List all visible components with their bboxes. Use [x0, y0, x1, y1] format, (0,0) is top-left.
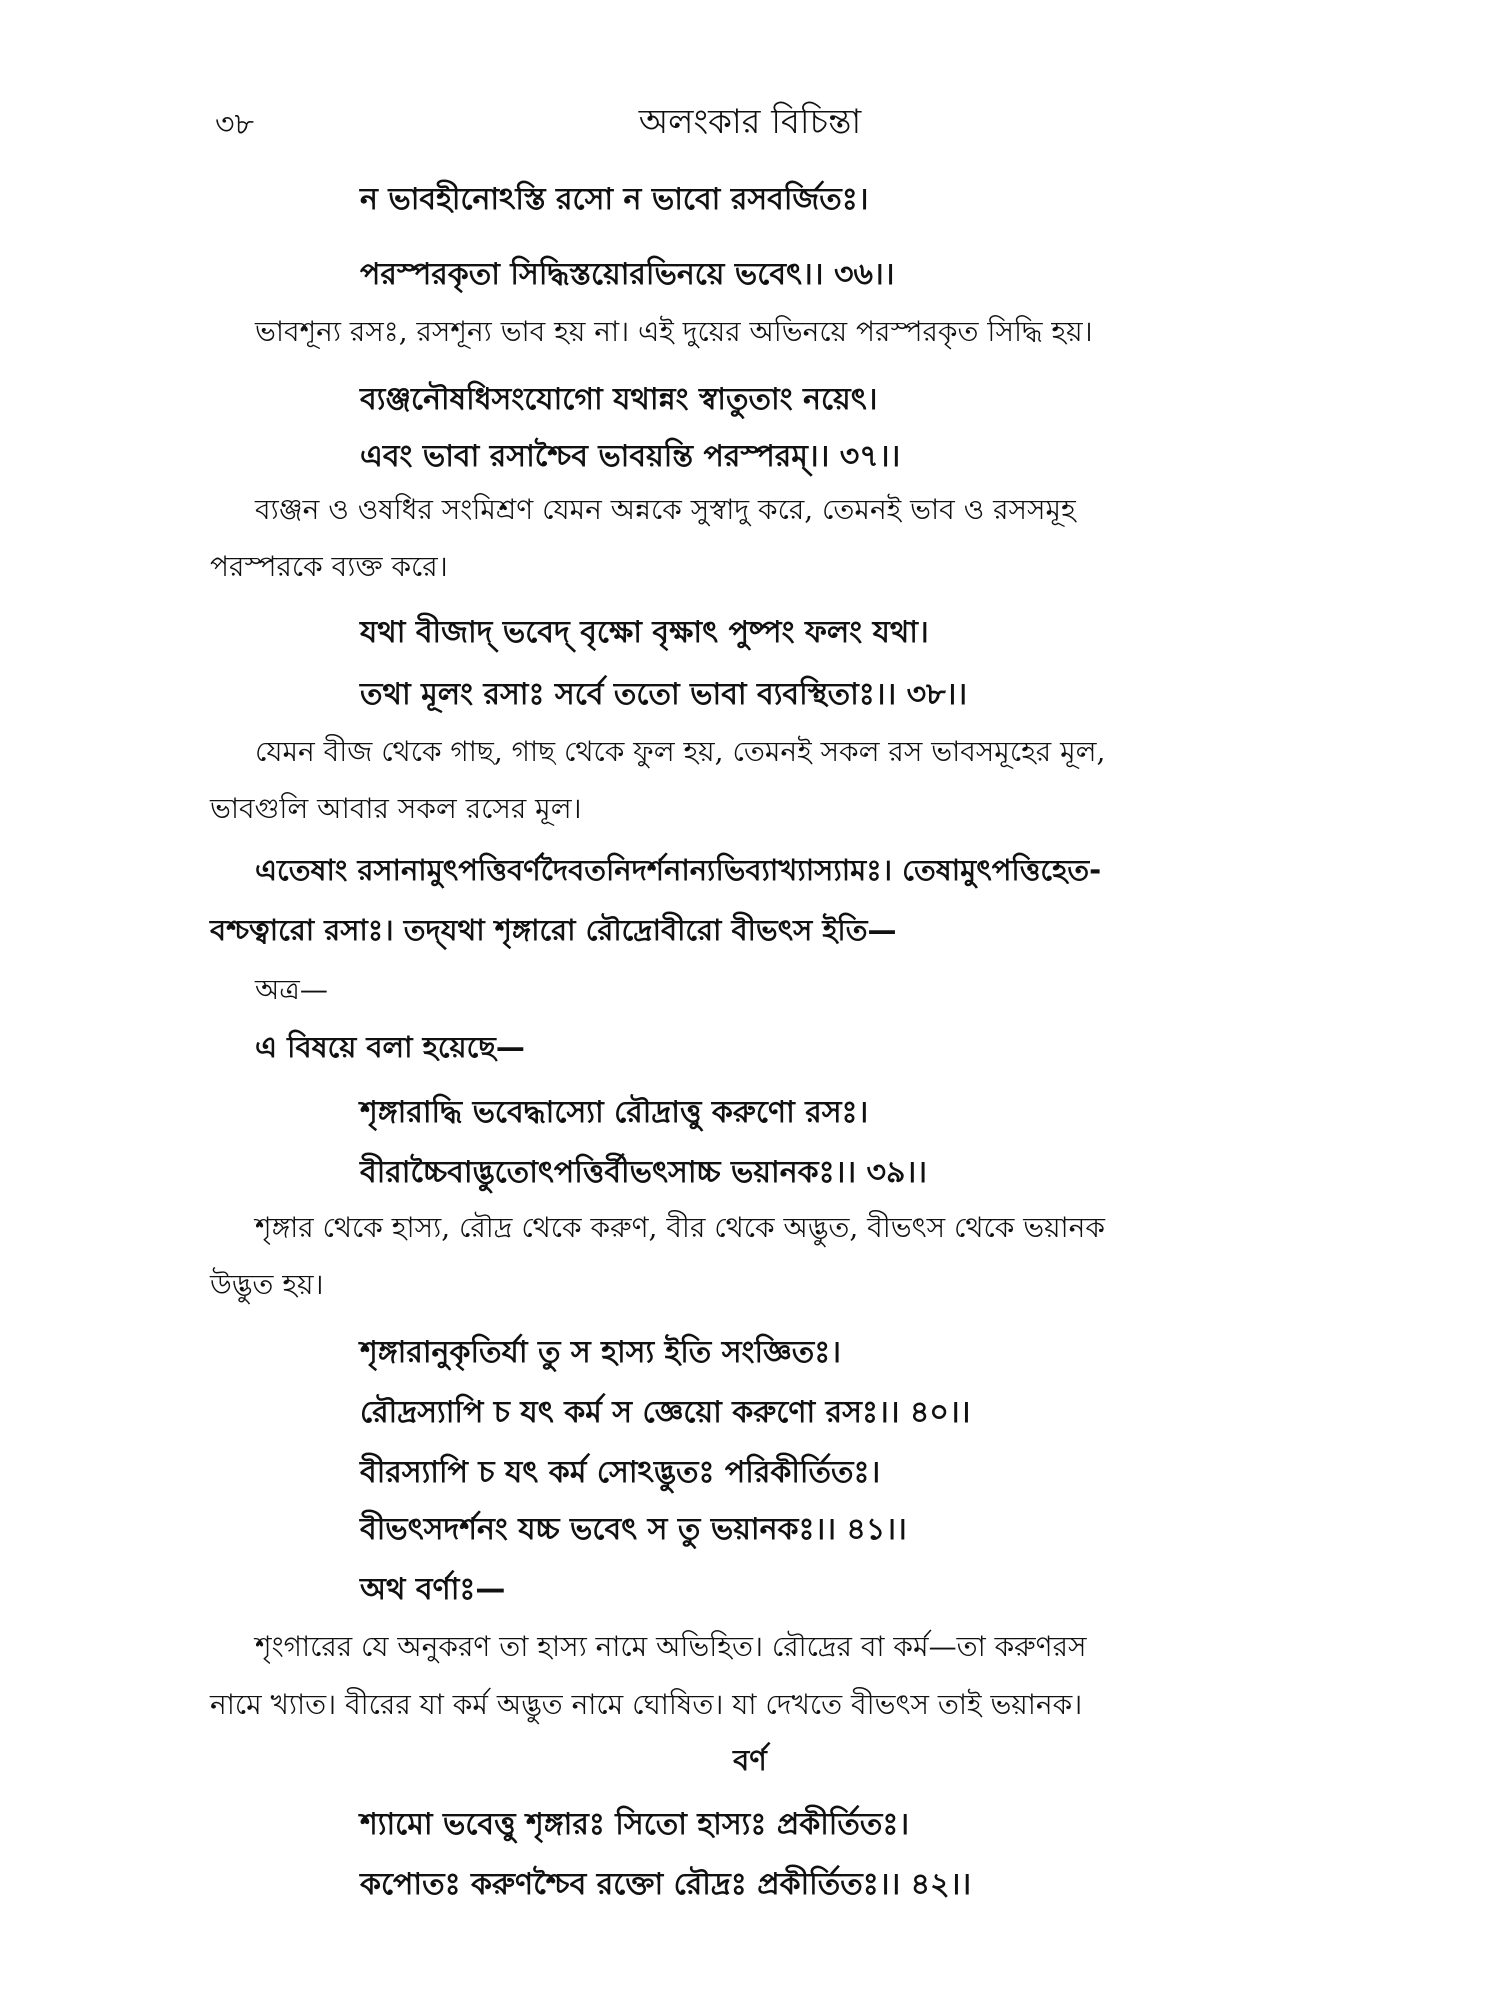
- translation-line: ভাবশূন্য রসঃ, রসশূন্য ভাব হয় না। এই দুয়ের অভিনয়ে পরস্পরকৃত সিদ্ধি হয়।: [255, 315, 1093, 348]
- translation-line: নামে খ্যাত। বীরের যা কর্ম অদ্ভুত নামে ঘোষিত। যা দেখতে বীভৎস তাই ভয়ানক।: [210, 1688, 1083, 1721]
- verse-line: বীরাচ্চৈবাদ্ভুতোৎপত্তির্বীভৎসাচ্চ ভয়ানকঃ।। ৩৯।।: [360, 1155, 927, 1190]
- translation-line: শৃংগারের যে অনুকরণ তা হাস্য নামে অভিহিত। রৌদ্রের বা কর্ম—তা করুণরস: [255, 1630, 1087, 1663]
- translation-line: ভাবগুলি আবার সকল রসের মূল।: [210, 792, 582, 825]
- section-heading: বর্ণ: [733, 1743, 767, 1777]
- verse-line: বীভৎসদর্শনং যচ্চ ভবেৎ স তু ভয়ানকঃ।। ৪১।।: [360, 1512, 907, 1547]
- translation-line: পরস্পরকে ব্যক্ত করে।: [210, 550, 448, 583]
- verse-line: বীরস্যাপি চ যৎ কর্ম সোঽদ্ভুতঃ পরিকীর্তিতঃ।: [360, 1455, 881, 1490]
- verse-line: ব্যঞ্জনৌষধিসংযোগো যথান্নং স্বাতুতাং নয়েৎ।: [360, 382, 878, 417]
- verse-line: এবং ভাবা রসাশ্চৈব ভাবয়ন্তি পরস্পরম্।। ৩৭।।: [360, 439, 901, 474]
- verse-line: যথা বীজাদ্ ভবেদ্ বৃক্ষো বৃক্ষাৎ পুষ্পং ফলং যথা।: [360, 615, 929, 650]
- sanskrit-prose-line: বশ্চত্বারো রসাঃ। তদ্‌যথা শৃঙ্গারো রৌদ্রোবীরো বীভৎস ইতি—: [210, 913, 897, 947]
- section-label: অথ বর্ণাঃ—: [360, 1572, 506, 1607]
- translation-line: উদ্ভুত হয়।: [210, 1268, 324, 1301]
- verse-line: পরস্পরকৃতা সিদ্ধিস্তয়োরভিনয়ে ভবেৎ।। ৩৬।।: [360, 257, 895, 292]
- verse-line: শ্যামো ভবেত্তু শৃঙ্গারঃ সিতো হাস্যঃ প্রকীর্তিতঃ।: [360, 1807, 910, 1842]
- verse-line: শৃঙ্গারানুকৃতির্যা তু স হাস্য ইতি সংজ্ঞিতঃ।: [360, 1335, 841, 1370]
- book-title: অলংকার বিচিন্তা: [638, 102, 862, 142]
- translation-line: অত্র—: [255, 973, 328, 1006]
- verse-line: রৌদ্রস্যাপি চ যৎ কর্ম স জ্ঞেয়ো করুণো রসঃ।। ৪০।।: [360, 1395, 971, 1430]
- page-number: ৩৮: [215, 107, 254, 142]
- verse-line: কপোতঃ করুণশ্চৈব রক্তো রৌদ্রঃ প্রকীর্তিতঃ।। ৪২।।: [360, 1867, 972, 1902]
- translation-line: এ বিষয়ে বলা হয়েছে—: [255, 1030, 525, 1064]
- translation-line: ব্যঞ্জন ও ওষধির সংমিশ্রণ যেমন অন্নকে সুস্বাদু করে, তেমনই ভাব ও রসসমূহ: [255, 493, 1076, 526]
- sanskrit-prose-line: এতেষাং রসানামুৎপত্তিবর্ণদৈবতনিদর্শনান্যভিব্যাখ্যাস্যামঃ। তেষামুৎপত্তিহেত-: [255, 853, 1102, 887]
- verse-line: ন ভাবহীনোঽস্তি রসো ন ভাবো রসবর্জিতঃ।: [360, 182, 869, 217]
- verse-line: তথা মূলং রসাঃ সর্বে ততো ভাবা ব্যবস্থিতাঃ।। ৩৮।।: [360, 677, 968, 712]
- translation-line: যেমন বীজ থেকে গাছ, গাছ থেকে ফুল হয়, তেমনই সকল রস ভাবসমূহের মূল,: [255, 735, 1106, 768]
- translation-line: শৃঙ্গার থেকে হাস্য, রৌদ্র থেকে করুণ, বীর থেকে অদ্ভুত, বীভৎস থেকে ভয়ানক: [255, 1211, 1105, 1244]
- verse-line: শৃঙ্গারাদ্ধি ভবেদ্ধাস্যো রৌদ্রাত্তু করুণো রসঃ।: [360, 1095, 869, 1130]
